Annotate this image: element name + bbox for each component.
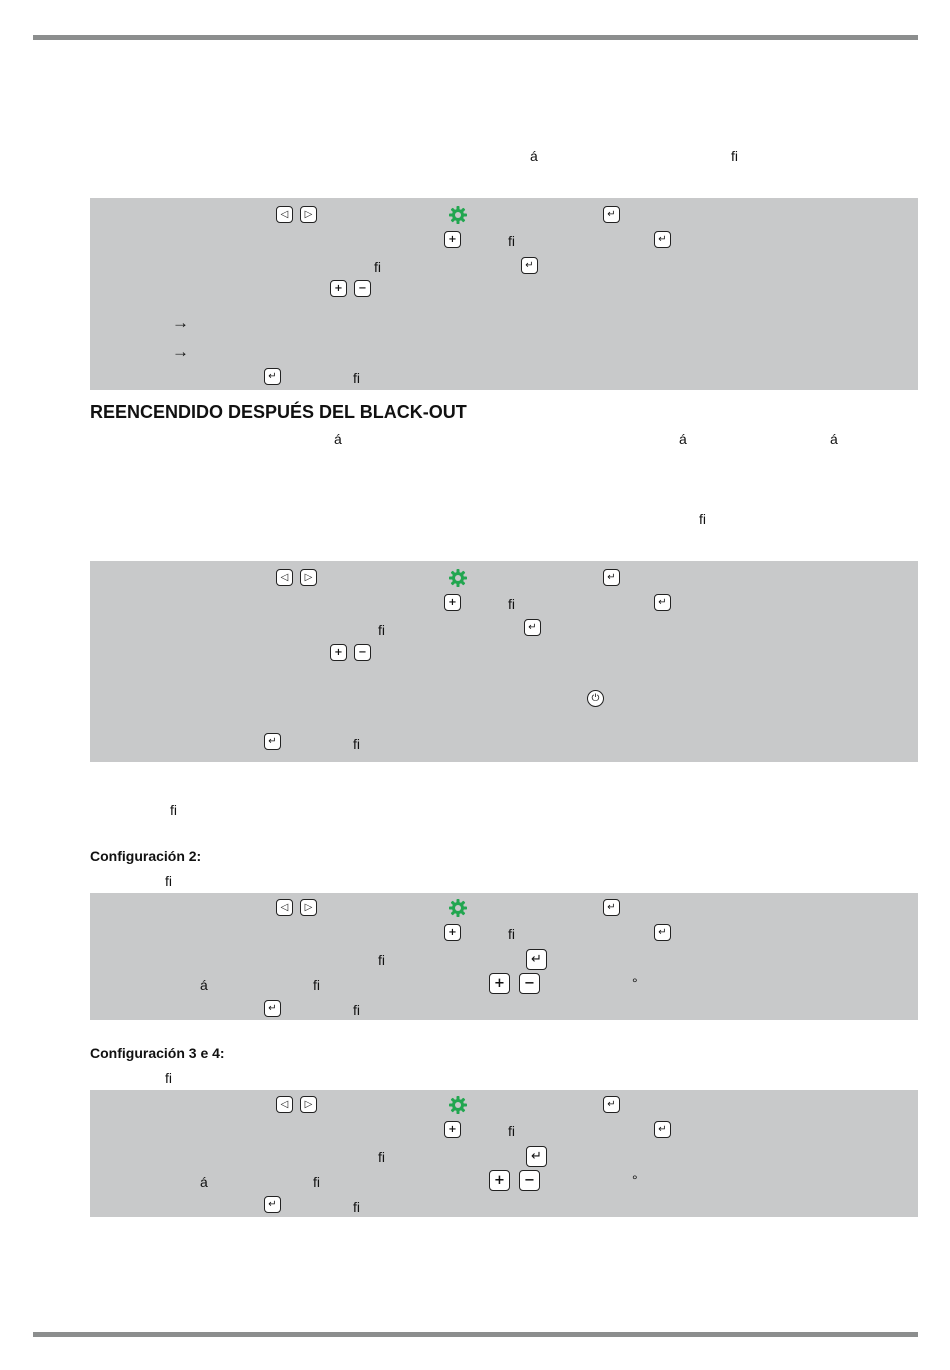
enter-key-icon: ↵: [603, 899, 620, 916]
enter-key-icon: ↵: [654, 231, 671, 248]
right-arrow-key-icon: ▷: [300, 569, 317, 586]
enter-key-icon: ↵: [526, 1146, 547, 1167]
panel2-fi-c: fi: [353, 736, 360, 752]
enter-key-icon: ↵: [264, 733, 281, 750]
instruction-panel-1: [90, 198, 918, 390]
config34-fi-c: fi: [313, 1174, 320, 1190]
right-arrow-key-icon: ▷: [300, 206, 317, 223]
para2-char-a1: á: [334, 431, 342, 447]
plus-key-icon: +: [489, 1170, 510, 1191]
option-arrow-a: →: [172, 313, 189, 332]
plus-key-icon: +: [444, 1121, 461, 1138]
enter-key-icon: ↵: [654, 594, 671, 611]
panel1-fi-a: fi: [508, 233, 515, 249]
config2-char-a: á: [200, 977, 208, 993]
para2-char-a3: á: [830, 431, 838, 447]
plus-key-icon: +: [489, 973, 510, 994]
minus-key-icon: −: [354, 280, 371, 297]
enter-key-icon: ↵: [264, 368, 281, 385]
settings-gear-icon: [448, 205, 468, 225]
minus-key-icon: −: [354, 644, 371, 661]
config-3-4-heading: Configuración 3 e 4:: [90, 1045, 225, 1061]
instruction-panel-2: [90, 561, 918, 762]
config34-char-fi: fi: [165, 1070, 172, 1086]
config34-degree: °: [632, 1172, 638, 1188]
minus-key-icon: −: [519, 1170, 540, 1191]
plus-key-icon: +: [330, 280, 347, 297]
left-arrow-key-icon: ◁: [276, 569, 293, 586]
section-heading: REENCENDIDO DESPUÉS DEL BLACK-OUT: [90, 402, 467, 422]
para3-char-fi: fi: [170, 802, 177, 818]
panel1-fi-c: fi: [353, 370, 360, 386]
config34-fi-a: fi: [508, 1123, 515, 1139]
config34-fi-b: fi: [378, 1149, 385, 1165]
enter-key-icon: ↵: [603, 1096, 620, 1113]
config34-fi-d: fi: [353, 1199, 360, 1215]
left-arrow-key-icon: ◁: [276, 899, 293, 916]
config2-degree: °: [632, 975, 638, 991]
enter-key-icon: ↵: [603, 206, 620, 223]
enter-key-icon: ↵: [524, 619, 541, 636]
config2-fi-c: fi: [313, 977, 320, 993]
config-2-heading: Configuración 2:: [90, 848, 202, 864]
config2-fi-d: fi: [353, 1002, 360, 1018]
left-arrow-key-icon: ◁: [276, 1096, 293, 1113]
panel1-fi-b: fi: [374, 259, 381, 275]
intro-char-fi: fi: [731, 148, 738, 164]
power-key-icon: ⏻: [587, 690, 604, 707]
plus-key-icon: +: [330, 644, 347, 661]
panel2-fi-a: fi: [508, 596, 515, 612]
enter-key-icon: ↵: [521, 257, 538, 274]
config2-fi-b: fi: [378, 952, 385, 968]
enter-key-icon: ↵: [654, 1121, 671, 1138]
enter-key-icon: ↵: [264, 1196, 281, 1213]
para2-char-fi: fi: [699, 511, 706, 527]
right-arrow-key-icon: ▷: [300, 1096, 317, 1113]
enter-key-icon: ↵: [264, 1000, 281, 1017]
instruction-panel-config-2: [90, 893, 918, 1020]
instruction-panel-config-3-4: [90, 1090, 918, 1217]
plus-key-icon: +: [444, 924, 461, 941]
config2-fi-a: fi: [508, 926, 515, 942]
settings-gear-icon: [448, 898, 468, 918]
right-arrow-key-icon: ▷: [300, 899, 317, 916]
settings-gear-icon: [448, 568, 468, 588]
config34-char-a: á: [200, 1174, 208, 1190]
para2-char-a2: á: [679, 431, 687, 447]
top-rule: [33, 35, 918, 40]
minus-key-icon: −: [519, 973, 540, 994]
option-arrow-b: →: [172, 342, 189, 361]
left-arrow-key-icon: ◁: [276, 206, 293, 223]
enter-key-icon: ↵: [603, 569, 620, 586]
bottom-rule: [33, 1332, 918, 1337]
panel2-fi-b: fi: [378, 622, 385, 638]
intro-char-a: á: [530, 148, 538, 164]
settings-gear-icon: [448, 1095, 468, 1115]
enter-key-icon: ↵: [654, 924, 671, 941]
enter-key-icon: ↵: [526, 949, 547, 970]
config2-char-fi: fi: [165, 873, 172, 889]
plus-key-icon: +: [444, 231, 461, 248]
plus-key-icon: +: [444, 594, 461, 611]
